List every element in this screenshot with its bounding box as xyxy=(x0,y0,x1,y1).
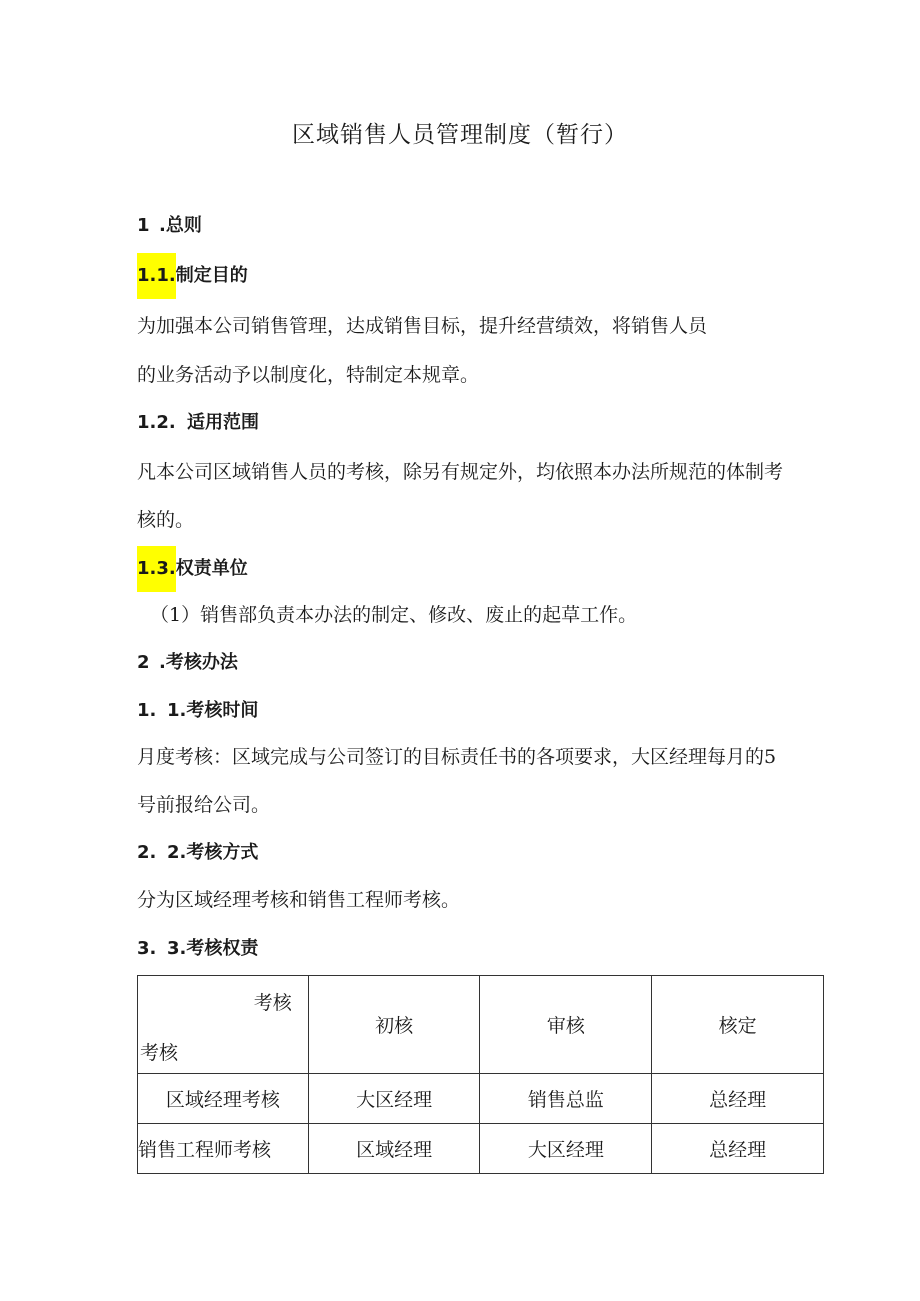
list-item: （1）销售部负责本办法的制定、修改、废止的起草工作。 xyxy=(150,604,638,626)
section-title: 适用范围 xyxy=(187,412,259,433)
table-row xyxy=(138,1124,824,1174)
section-number: 1.2. xyxy=(137,412,176,433)
section-1-3-heading xyxy=(137,555,248,592)
paragraph-line: 月度考核：区域完成与公司签订的目标责任书的各项要求，大区经理每月的5 xyxy=(137,746,777,768)
table-corner-cell xyxy=(138,976,309,1074)
document-title: 区域销售人员管理制度（暂行） xyxy=(292,122,628,148)
table-header-cell: 审核 xyxy=(480,976,652,1074)
table-header-cell: 初核 xyxy=(308,976,480,1074)
assessment-authority-table xyxy=(137,975,824,1174)
section-1-2-heading xyxy=(137,409,259,437)
section-title: 制定目的 xyxy=(175,265,248,286)
table-row xyxy=(138,1074,824,1124)
paragraph-line: 分为区域经理考核和销售工程师考核。 xyxy=(137,889,461,911)
section-title: .考核办法 xyxy=(159,652,238,673)
highlighted-number: 1.1. xyxy=(137,253,176,299)
section-1-heading xyxy=(137,212,202,240)
corner-bottom-label: 考核 xyxy=(140,1042,179,1064)
table-cell: 总经理 xyxy=(652,1074,824,1124)
section-number: 2 xyxy=(137,652,150,673)
table-cell: 销售总监 xyxy=(480,1074,652,1124)
table-cell: 总经理 xyxy=(652,1124,824,1174)
table-header-row xyxy=(138,976,824,1074)
section-number: 1 xyxy=(137,215,150,236)
paragraph-line: 凡本公司区域销售人员的考核，除另有规定外，均依照本办法所规范的体制考 xyxy=(137,461,784,483)
paragraph-line: 的业务活动予以制度化，特制定本规章。 xyxy=(137,364,480,386)
section-title: 3.考核权责 xyxy=(167,938,259,959)
section-title: .总则 xyxy=(159,215,202,236)
paragraph-line: 为加强本公司销售管理，达成销售目标，提升经营绩效，将销售人员 xyxy=(137,315,708,337)
section-title: 1.考核时间 xyxy=(167,700,259,721)
table-cell: 大区经理 xyxy=(308,1074,480,1124)
section-2-3-heading xyxy=(137,935,258,963)
row-label: 销售工程师考核 xyxy=(138,1124,309,1174)
paragraph-line: 号前报给公司。 xyxy=(137,794,271,816)
paragraph-line: 核的。 xyxy=(137,509,195,531)
section-number: 2. xyxy=(137,842,157,863)
section-1-1-heading xyxy=(137,262,248,299)
table-header-cell: 核定 xyxy=(652,976,824,1074)
table-cell: 区域经理 xyxy=(308,1124,480,1174)
highlighted-number: 1.3. xyxy=(137,546,176,592)
section-2-heading xyxy=(137,649,238,677)
section-title: 权责单位 xyxy=(175,558,248,579)
section-number: 3. xyxy=(137,938,157,959)
table-cell: 大区经理 xyxy=(480,1124,652,1174)
section-title: 2.考核方式 xyxy=(167,842,259,863)
corner-top-label: 考核 xyxy=(253,992,292,1014)
section-number: 1. xyxy=(137,700,157,721)
row-label: 区域经理考核 xyxy=(138,1074,309,1124)
section-2-2-heading xyxy=(137,839,258,867)
section-2-1-heading xyxy=(137,697,258,725)
